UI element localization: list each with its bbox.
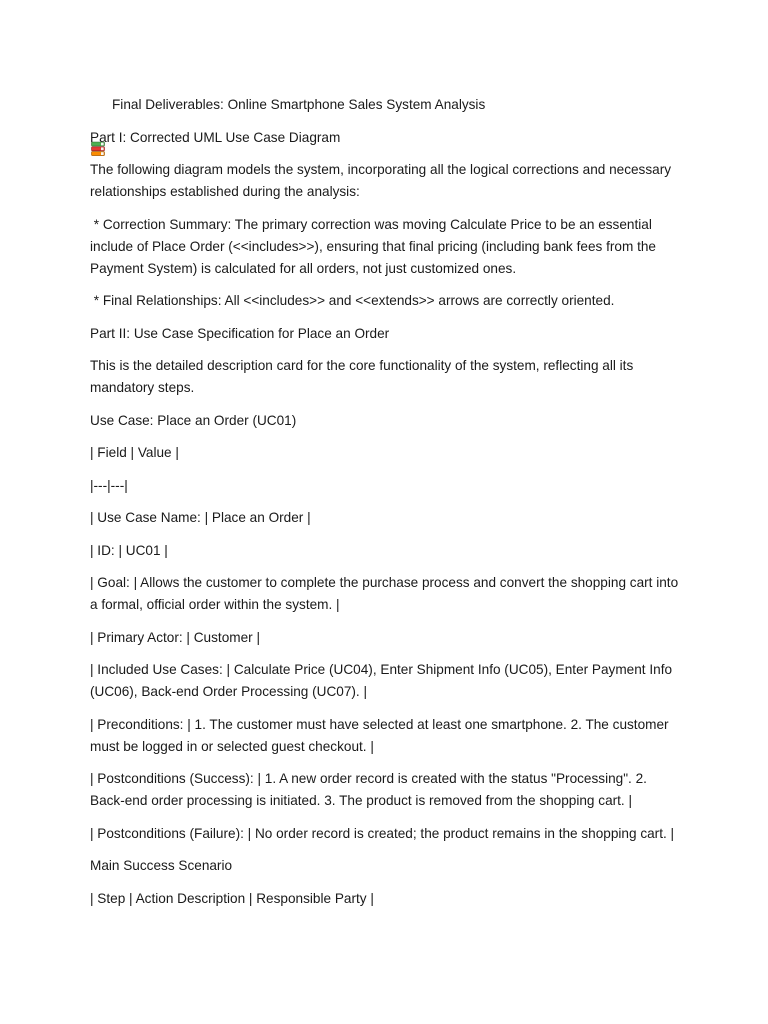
table-row-name: | Use Case Name: | Place an Order | [90,510,311,525]
paragraph-intro: The following diagram models the system, incorporating all the logical corrections and necessary relationships established during the analysis: [90,162,675,199]
heading-part-2: Part II: Use Case Specification for Place an Order [90,325,390,341]
table-row-header: | Field | Value | [90,445,179,460]
document-page [90,94,680,920]
table-row-id: | ID: | UC01 | [90,542,168,558]
heading-part-1: Part I: Corrected UML Use Case Diagram [90,129,341,145]
use-case-label: Use Case: Place an Order (UC01) [90,412,297,428]
table-row-included-use-cases: | Included Use Cases: | Calculate Price (UC04), Enter Shipment Info (UC05), Enter Payment Info (UC06), Back-end Order Processing (UC07). | [90,662,676,699]
bullet-final-relationships: * Final Relationships: All <<includes>> and <<extends>> arrows are correctly oriented. [90,293,615,308]
table-row-postconditions-success: | Postconditions (Success): | 1. A new order record is created with the status "Processing". 2. Back-end order processing is initiated. 3. The product is removed from the shopping cart. | [90,771,651,808]
document-title: Final Deliverables: Online Smartphone Sales System Analysis [112,97,486,112]
table-row-separator: |---|---| [90,477,128,493]
paragraph-description: This is the detailed description card for the core functionality of the system, reflecting all its mandatory steps. [90,358,638,395]
bullet-correction-summary: * Correction Summary: The primary correction was moving Calculate Price to be an essential include of Place Order (<<includes>>), ensuring that final pricing (including bank fees from the Payment System) is calculated for all orders, not just customized ones. [90,216,660,276]
books-icon [90,97,106,113]
table-row-goal: | Goal: | Allows the customer to complete the purchase process and convert the shopping cart into a formal, official order within the system. | [90,575,682,612]
table-row-primary-actor: | Primary Actor: | Customer | [90,629,260,645]
table-row-step-header: | Step | Action Description | Responsible Party | [90,890,374,906]
table-row-preconditions: | Preconditions: | 1. The customer must have selected at least one smartphone. 2. The customer must be logged in or selected guest checkout. | [90,716,673,754]
heading-main-success-scenario: Main Success Scenario [90,858,233,873]
table-row-postconditions-failure: | Postconditions (Failure): | No order record is created; the product remains in the shopping cart. | [90,825,675,841]
document-title-row [90,94,680,116]
